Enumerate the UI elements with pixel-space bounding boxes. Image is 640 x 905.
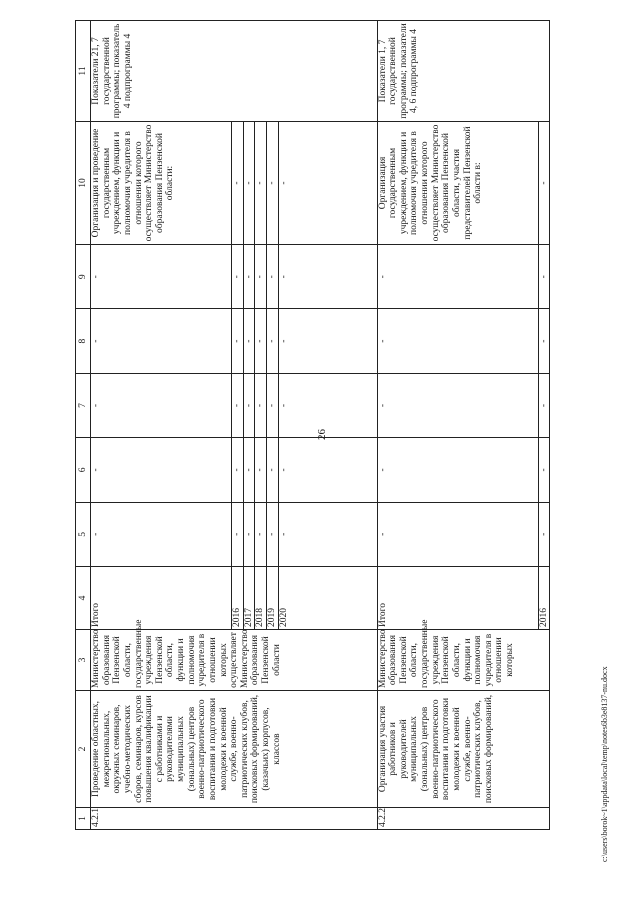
- indicators-text: Показатели 21, 7 государственной программы; показатель 4 подпрограммы 4: [91, 21, 378, 122]
- col-header-8: 8: [76, 309, 91, 373]
- value-cell: -: [255, 373, 267, 437]
- total-label: Итого: [91, 567, 232, 630]
- activity-name: Организация участия работников и руководителей муниципальных (зональных) центров военно-патриотического воспитания и подготовки молодежи к военной службе, военно-патриотических клубов, поисковых формирований,: [377, 691, 550, 808]
- value-cell: -: [278, 502, 377, 566]
- value-cell: -: [266, 309, 278, 373]
- value-cell: -: [255, 245, 267, 309]
- page-number: 26: [316, 429, 328, 440]
- result-cell: -: [232, 122, 244, 245]
- value-cell: -: [232, 245, 244, 309]
- value-cell: -: [232, 438, 244, 502]
- value-cell: -: [91, 309, 232, 373]
- col-header-9: 9: [76, 245, 91, 309]
- result-text: Организация государственным учреждением, функции и полномочия учредителя в отношении которого осуществляет Министерство образования Пензенской области, участия представителей Пензенской области в:: [377, 122, 538, 245]
- executor: Министерство образования Пензенской области, государственные учреждения Пензенской области, функции и полномочия учредителя в отношении которых: [377, 630, 550, 691]
- value-cell: -: [266, 245, 278, 309]
- col-header-1: 1: [76, 808, 91, 830]
- value-cell: -: [538, 373, 550, 437]
- value-cell: -: [377, 438, 538, 502]
- value-cell: -: [91, 502, 232, 566]
- result-cell: -: [266, 122, 278, 245]
- value-cell: -: [278, 245, 377, 309]
- header-row: [76, 21, 91, 830]
- value-cell: -: [232, 502, 244, 566]
- col-header-6: 6: [76, 438, 91, 502]
- result-text: Организация и проведение государственным учреждением, функции и полномочия учредителя в отношении которого осуществляет Министерство образования Пензенской области:: [91, 122, 232, 245]
- value-cell: -: [538, 309, 550, 373]
- col-header-4: 4: [76, 567, 91, 630]
- total-label: Итого: [377, 567, 538, 630]
- value-cell: -: [255, 309, 267, 373]
- col-header-3: 3: [76, 630, 91, 691]
- value-cell: -: [243, 373, 255, 437]
- value-cell: -: [377, 309, 538, 373]
- value-cell: -: [266, 502, 278, 566]
- result-cell: -: [278, 122, 377, 245]
- value-cell: -: [243, 245, 255, 309]
- result-cell: -: [243, 122, 255, 245]
- value-cell: -: [91, 373, 232, 437]
- value-cell: -: [232, 373, 244, 437]
- executor: Министерство образования Пензенской области, государственные учреждения Пензенской области, функции и полномочия учредителя в отношении которых осуществляет Министерство образования Пензенской области: [91, 630, 378, 691]
- table-row: [377, 21, 538, 830]
- row-number: 4.2.2: [377, 808, 550, 830]
- row-number: 4.2.1: [91, 808, 378, 830]
- value-cell: -: [91, 438, 232, 502]
- result-cell: -: [538, 122, 550, 245]
- year-label: 2018: [255, 567, 267, 630]
- value-cell: -: [278, 438, 377, 502]
- value-cell: -: [538, 245, 550, 309]
- value-cell: -: [255, 502, 267, 566]
- value-cell: -: [91, 245, 232, 309]
- value-cell: -: [243, 502, 255, 566]
- col-header-11: 11: [76, 21, 91, 122]
- result-cell: -: [255, 122, 267, 245]
- year-label: 2020: [278, 567, 377, 630]
- value-cell: -: [266, 438, 278, 502]
- year-label: 2016: [232, 567, 244, 630]
- col-header-10: 10: [76, 122, 91, 245]
- col-header-5: 5: [76, 502, 91, 566]
- year-label: 2017: [243, 567, 255, 630]
- year-label: 2016: [538, 567, 550, 630]
- footer-file-path: c:\users\borok~1\appdata\local\temp\notes6b3e8137-nu.docx: [600, 666, 609, 862]
- value-cell: -: [243, 438, 255, 502]
- indicators-text: Показатели 1, 7 государственной программы; показатели 4, 6 подпрограммы 4: [377, 21, 550, 122]
- value-cell: -: [278, 373, 377, 437]
- value-cell: -: [377, 245, 538, 309]
- value-cell: -: [266, 373, 278, 437]
- plan-table: [75, 20, 550, 830]
- value-cell: -: [278, 309, 377, 373]
- value-cell: -: [377, 502, 538, 566]
- rotated-table-region: [75, 20, 640, 830]
- year-label: 2019: [266, 567, 278, 630]
- value-cell: -: [243, 309, 255, 373]
- activity-name: Проведение областных, межрегиональных, окружных семинаров, учебно-методических сборов, семинаров, курсов повышения квалификации с работниками и руководителями муниципальных (зональных) центров военно-патриотического воспитания и подготовки молодежи к военной службе, военно-патриотических клубов, поисковых формирований, (казачьих) корпусов, классов: [91, 691, 378, 808]
- value-cell: -: [255, 438, 267, 502]
- col-header-7: 7: [76, 373, 91, 437]
- value-cell: -: [377, 373, 538, 437]
- col-header-2: 2: [76, 691, 91, 808]
- value-cell: -: [232, 309, 244, 373]
- value-cell: -: [538, 502, 550, 566]
- table-row: [91, 21, 232, 830]
- value-cell: -: [538, 438, 550, 502]
